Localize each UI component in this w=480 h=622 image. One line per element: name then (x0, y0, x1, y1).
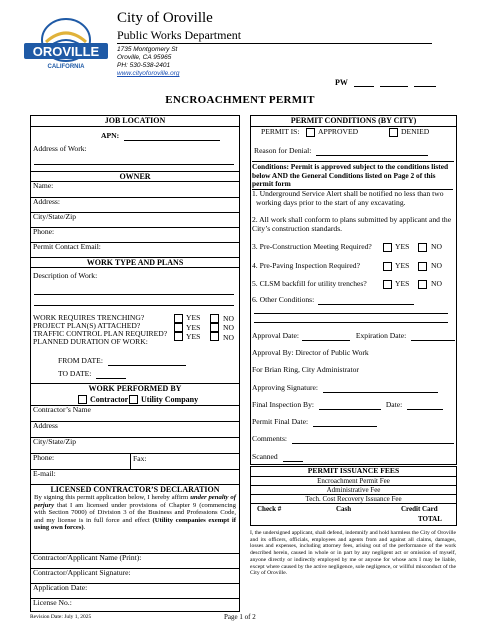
declaration-perjury: under penalty of perjury (34, 494, 237, 509)
website-link[interactable]: www.cityoforoville.org (117, 70, 180, 77)
declaration-part-2: that I am licensed under provisions of Chapter 9 (commencing with Section 7000) of Division 3 of the Business and Professions Code, and my license is in full force and effect (34, 501, 236, 524)
declaration-exempt: (Utility companies exempt if using own forces) (34, 516, 237, 532)
fees-box (250, 466, 457, 526)
condition-4: 4. Pre-Paving Inspection Required? (252, 261, 360, 270)
expiration-date-label: Expiration Date: (355, 331, 407, 340)
prepaving-no-checkbox[interactable] (418, 262, 427, 271)
approved-checkbox[interactable] (306, 128, 315, 137)
traffic-yes-label: YES (186, 332, 201, 341)
approved-label: APPROVED (318, 127, 359, 136)
permit-final-row[interactable] (252, 418, 377, 427)
final-inspection-row[interactable] (252, 401, 443, 410)
owner-city-label: City/State/Zip (33, 212, 77, 221)
declaration-text (34, 494, 236, 532)
fee-row-2: Administrative Fee (251, 486, 456, 495)
contractor-phone-label: Phone: (33, 453, 55, 462)
pw-field-1[interactable] (354, 79, 374, 87)
q-plans: PROJECT PLAN(S) ATTACHED? (33, 321, 141, 330)
contractor-checkbox[interactable] (78, 395, 87, 404)
condition-1: 1. Underground Service Alert shall be notified no less than two working days prior to the start of any excavating. (252, 189, 453, 207)
permit-final-label: Permit Final Date: (252, 417, 309, 426)
approval-date-field[interactable] (302, 333, 350, 341)
from-date-row[interactable] (58, 357, 186, 366)
contractor-email-label: E-mail: (33, 469, 56, 478)
owner-phone-row[interactable] (31, 227, 239, 242)
phone-line: PH: 530-538-2401 (117, 62, 171, 69)
denied-checkbox[interactable] (389, 128, 398, 137)
approval-dates-row[interactable] (252, 332, 455, 341)
apn-label: APN: (101, 131, 120, 140)
final-inspection-field[interactable] (319, 402, 381, 410)
final-inspection-label: Final Inspection By: (252, 400, 315, 409)
city-logo (22, 16, 110, 74)
other-conditions-field[interactable] (318, 297, 414, 305)
owner-title: OWNER (31, 171, 239, 182)
apn-field[interactable] (124, 133, 220, 141)
other-conditions-label: 6. Other Conditions: (252, 295, 315, 304)
traffic-no-label: NO (223, 333, 234, 342)
plans-no-label: NO (223, 323, 234, 332)
permit-conditions-box (250, 115, 457, 465)
approval-date-label: Approval Date: (252, 331, 300, 340)
prepaving-yes-label: YES (395, 261, 410, 270)
conditions-intro: Conditions: Permit is approved subject to the conditions listed below AND the General Conditions listed on Page 2 of this permit form (252, 161, 454, 189)
utility-checkbox[interactable] (129, 395, 138, 404)
q-trenching: WORK REQUIRES TRENCHING? (33, 313, 145, 322)
contractor-name-row[interactable] (31, 405, 239, 421)
permit-conditions-title: PERMIT CONDITIONS (BY CITY) (251, 116, 456, 127)
applicant-signature-row[interactable] (31, 568, 239, 583)
scanned-field[interactable] (283, 454, 303, 462)
applicant-name-row[interactable] (31, 553, 239, 568)
permit-final-field[interactable] (313, 419, 377, 427)
address-of-work-line (34, 164, 234, 165)
application-date-label: Application Date: (33, 583, 88, 592)
form-title: ENCROACHMENT PERMIT (165, 94, 315, 106)
comments-label: Comments: (252, 434, 288, 443)
fees-title: PERMIT ISSUANCE FEES (251, 467, 456, 477)
job-location-title: JOB LOCATION (31, 116, 239, 127)
from-date-field[interactable] (108, 358, 186, 366)
address-line-2: Oroville, CA 95965 (117, 54, 172, 61)
svg-text:OROVILLE: OROVILLE (32, 44, 100, 59)
contractor-label: Contractor (90, 395, 129, 404)
fee-cash-label: Cash (336, 505, 352, 513)
other-conditions-line-1 (254, 313, 448, 314)
utility-label: Utility Company (141, 395, 199, 404)
license-no-row[interactable] (31, 598, 239, 613)
owner-city-row[interactable] (31, 212, 239, 227)
owner-name-label: Name: (33, 181, 54, 190)
phone-fax-divider (130, 453, 131, 469)
plans-yes-checkbox[interactable] (174, 323, 183, 332)
final-inspection-date-label: Date: (385, 400, 403, 409)
preconstruction-no-label: NO (431, 242, 442, 251)
traffic-no-checkbox[interactable] (210, 332, 219, 341)
contractor-city-row[interactable] (31, 437, 239, 453)
prepaving-no-label: NO (431, 261, 442, 270)
preconstruction-no-checkbox[interactable] (418, 243, 427, 252)
comments-row[interactable] (252, 435, 454, 444)
owner-name-row[interactable] (31, 182, 239, 197)
fee-row-1: Encroachment Permit Fee (251, 477, 456, 486)
work-performed-title: WORK PERFORMED BY (31, 383, 239, 394)
applicant-signature-label: Contractor/Applicant Signature: (33, 568, 131, 577)
to-date-row[interactable] (58, 370, 126, 379)
contractor-city-label: City/State/Zip (33, 437, 77, 446)
application-date-row[interactable] (31, 583, 239, 598)
trenching-yes-label: YES (186, 313, 201, 322)
page-number: Page 1 of 2 (224, 613, 256, 621)
expiration-date-field[interactable] (411, 333, 455, 341)
owner-address-row[interactable] (31, 197, 239, 212)
contractor-email-row[interactable] (31, 469, 239, 484)
owner-email-label: Permit Contact Email: (33, 242, 101, 251)
condition-2: 2. All work shall conform to plans submitted by applicant and the City’s construction standards. (252, 215, 452, 233)
clsm-yes-label: YES (395, 279, 410, 288)
clsm-no-label: NO (431, 279, 442, 288)
trenching-yes-checkbox[interactable] (174, 314, 183, 323)
owner-email-row[interactable] (31, 242, 239, 257)
approving-signature-row[interactable] (252, 384, 438, 393)
address-of-work-label: Address of Work: (33, 144, 87, 153)
denied-label: DENIED (401, 127, 430, 136)
plans-no-checkbox[interactable] (210, 323, 219, 332)
left-column (30, 115, 240, 612)
traffic-yes-checkbox[interactable] (174, 332, 183, 341)
reason-label: Reason for Denial: (254, 146, 312, 155)
q-duration: PLANNED DURATION OF WORK: (33, 337, 148, 346)
city-name: City of Oroville (117, 10, 213, 26)
approving-signature-field[interactable] (323, 385, 438, 393)
trenching-no-label: NO (223, 314, 234, 323)
fee-row-3: Tech. Cost Recovery Issuance Fee (251, 495, 456, 504)
apn-row[interactable] (101, 132, 220, 141)
fee-check-label: Check # (257, 505, 282, 513)
other-conditions-line-2 (254, 322, 448, 323)
pw-number[interactable] (335, 78, 436, 87)
license-no-label: License No.: (33, 598, 72, 607)
owner-address-label: Address: (33, 197, 60, 206)
pw-field-2[interactable] (380, 79, 408, 87)
declaration-title: LICENSED CONTRACTOR’S DECLARATION (31, 484, 239, 495)
declaration-part-3: . (83, 524, 86, 532)
department-name: Public Works Department (117, 28, 242, 42)
fee-credit-label: Credit Card (401, 505, 438, 513)
approval-by-label: Approval By: Director of Public Work (252, 348, 369, 357)
fee-total-label: TOTAL (418, 515, 442, 523)
description-label: Description of Work: (33, 271, 98, 280)
comments-field[interactable] (292, 436, 454, 444)
header-rule (117, 43, 432, 44)
clsm-no-checkbox[interactable] (418, 280, 427, 289)
applicant-name-label: Contractor/Applicant Name (Print): (33, 553, 142, 562)
condition-5: 5. CLSM backfill for utility trenches? (252, 279, 367, 288)
final-inspection-date-field[interactable] (407, 402, 443, 410)
scanned-row[interactable] (252, 453, 303, 462)
preconstruction-yes-label: YES (395, 242, 410, 251)
clsm-yes-checkbox[interactable] (383, 280, 392, 289)
contractor-name-label: Contractor’s Name (33, 405, 91, 414)
prepaving-yes-checkbox[interactable] (383, 262, 392, 271)
q-traffic: TRAFFIC CONTROL PLAN REQUIRED? (33, 329, 168, 338)
scanned-label: Scanned (252, 452, 278, 461)
work-type-title: WORK TYPE AND PLANS (31, 257, 239, 268)
to-date-label: TO DATE: (58, 369, 92, 378)
other-conditions-row[interactable] (252, 296, 414, 305)
reason-row[interactable] (254, 147, 428, 156)
owner-phone-label: Phone: (33, 227, 55, 236)
contractor-fax-label: Fax: (133, 454, 147, 463)
revision-date: Revision Date: July 1, 2025 (30, 614, 92, 620)
indemnity-text: I, the undersigned applicant, shall defend, indemnify and hold harmless the City of Oroville and its officers, officials, employees and agents from and against all claims, damages, losses and expenses, including attorney fees, arising out of the performance of the work described herein, caused in whole or in part by any negligent act or omission of myself, anyone directly or indirectly employed by me or anyone for whose acts I may be liable, except where caused by the active negligence, sole negligence, or willful misconduct of the City of Oroville. (250, 530, 456, 577)
to-date-field[interactable] (96, 371, 126, 379)
from-date-label: FROM DATE: (58, 356, 103, 365)
description-line-1 (34, 294, 234, 295)
plans-yes-label: YES (186, 323, 201, 332)
permit-is-label: PERMIT IS: (261, 127, 300, 136)
contractor-address-row[interactable] (31, 421, 239, 437)
approving-signature-label: Approving Signature: (252, 383, 319, 392)
svg-text:CALIFORNIA: CALIFORNIA (47, 64, 85, 70)
description-line-2 (34, 305, 234, 306)
trenching-no-checkbox[interactable] (210, 314, 219, 323)
contractor-address-label: Address (33, 421, 58, 430)
reason-field[interactable] (316, 148, 428, 156)
pw-field-3[interactable] (414, 79, 436, 87)
preconstruction-yes-checkbox[interactable] (383, 243, 392, 252)
address-line-1: 1735 Montgomery St (117, 46, 178, 53)
pw-label: PW (335, 78, 348, 87)
condition-3: 3. Pre-Construction Meeting Required? (252, 242, 372, 251)
declaration-part-1: By signing this permit application below, I hereby affirm (34, 494, 191, 501)
for-administrator-label: For Brian Ring, City Administrator (252, 365, 359, 374)
